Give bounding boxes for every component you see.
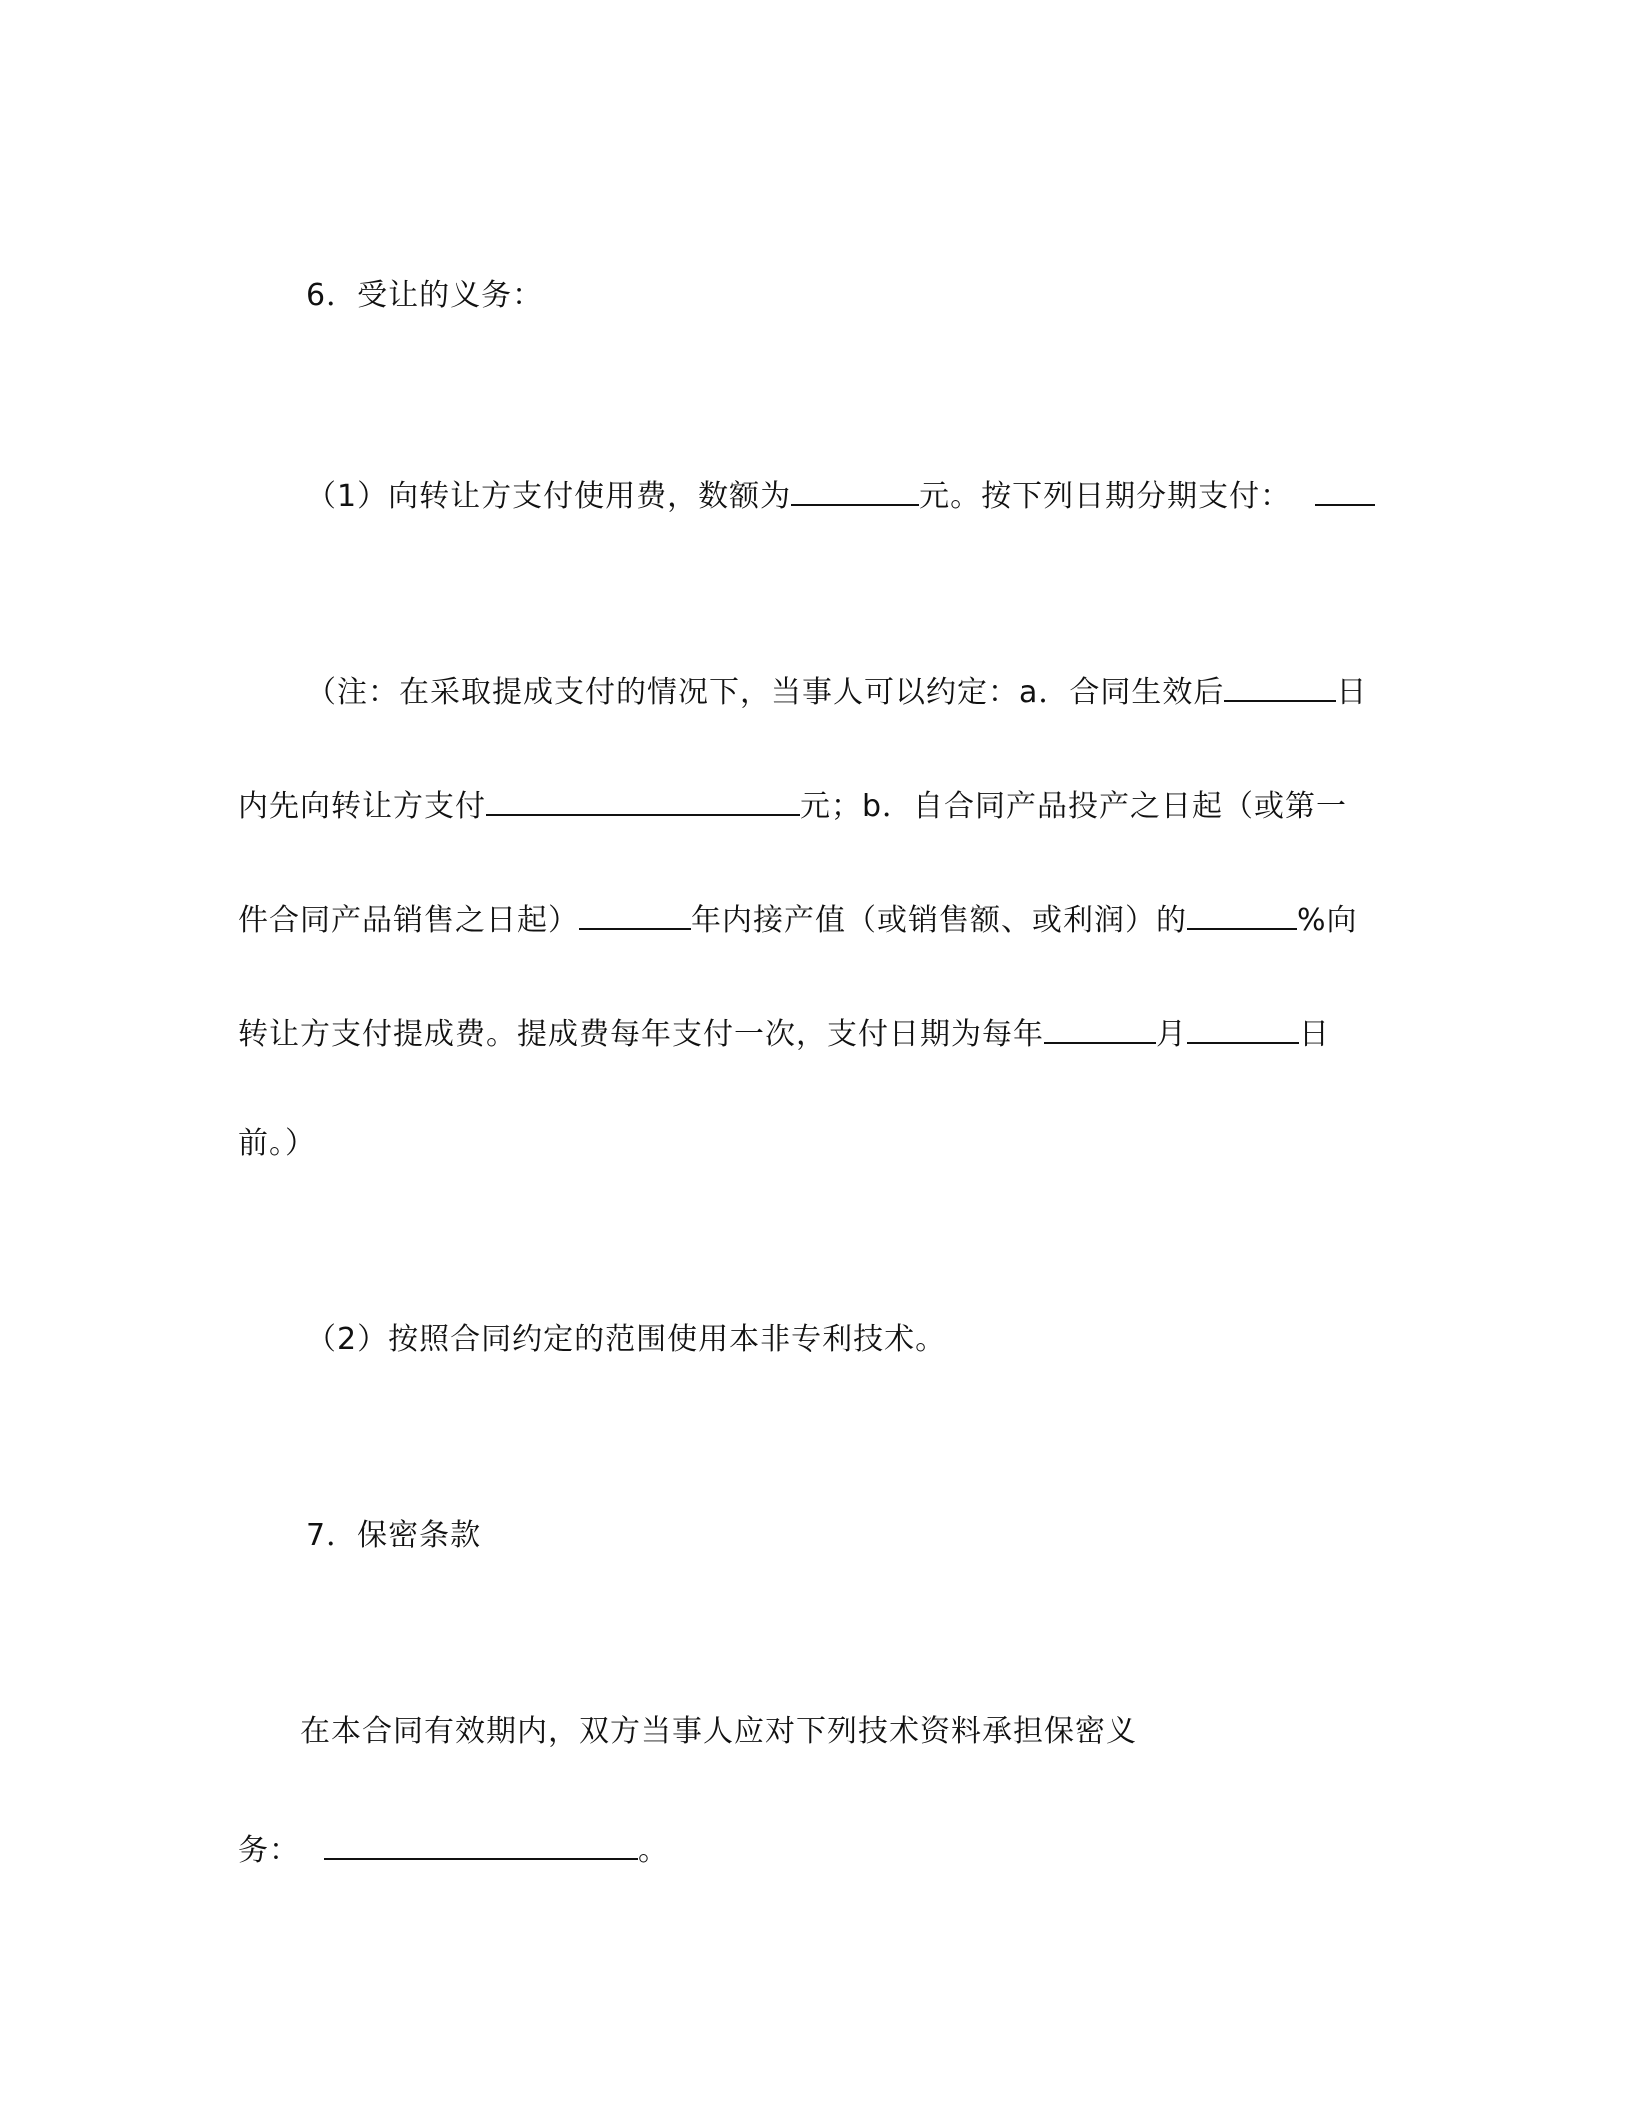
note-line-2 [238,782,1347,827]
days-after-effective-blank[interactable] [1224,668,1336,702]
section-6-heading-text: 6．受让的义务： [306,278,544,313]
section-6-item-2 [306,1320,946,1360]
percentage-blank[interactable] [1187,896,1297,930]
item-1-text-a: （1）向转让方支付使用费，数额为 [306,479,792,514]
installment-dates-blank[interactable] [1315,472,1375,506]
section-7-body-text-a: 务： [238,1833,300,1868]
section-7-body-text: 在本合同有效期内，双方当事人应对下列技术资料承担保密义 [300,1714,1137,1749]
note-line-2-text-a: 内先向转让方支付 [238,789,486,824]
note-line-3-text-a: 件合同产品销售之日起） [238,903,579,938]
confidential-materials-blank[interactable] [324,1826,638,1860]
section-6-heading [306,276,543,316]
section-7-body-line-1 [300,1712,1137,1752]
note-line-4-text-b: 月 [1156,1017,1187,1052]
note-line-4-text-a: 转让方支付提成费。提成费每年支付一次，支付日期为每年 [238,1017,1044,1052]
item-2-text: （2）按照合同约定的范围使用本非专利技术。 [306,1322,947,1357]
payment-month-blank[interactable] [1044,1010,1156,1044]
note-line-3-text-c: %向 [1297,903,1358,938]
note-line-5 [238,1124,316,1164]
section-7-heading [306,1516,481,1556]
note-line-3 [238,896,1358,941]
note-line-1-text-a: （注：在采取提成支付的情况下，当事人可以约定：a．合同生效后 [306,675,1225,710]
note-line-4-text-c: 日 [1299,1017,1330,1052]
note-line-1 [306,668,1367,713]
note-line-3-text-b: 年内接产值（或销售额、或利润）的 [691,903,1187,938]
years-blank[interactable] [579,896,691,930]
item-1-text-b: 元。按下列日期分期支付： [919,479,1292,514]
fee-amount-blank[interactable] [791,472,919,506]
note-line-2-text-b: 元；b．自合同产品投产之日起（或第一 [800,789,1348,824]
section-6-item-1 [306,472,1375,517]
note-line-4 [238,1010,1330,1055]
section-7-body-text-b: 。 [638,1833,669,1868]
note-line-1-text-b: 日 [1336,675,1368,710]
section-7-heading-text: 7．保密条款 [306,1518,482,1553]
section-7-body-line-2 [238,1826,669,1871]
payment-day-blank[interactable] [1187,1010,1299,1044]
initial-payment-blank[interactable] [486,782,800,816]
note-line-5-text: 前。） [238,1126,316,1161]
